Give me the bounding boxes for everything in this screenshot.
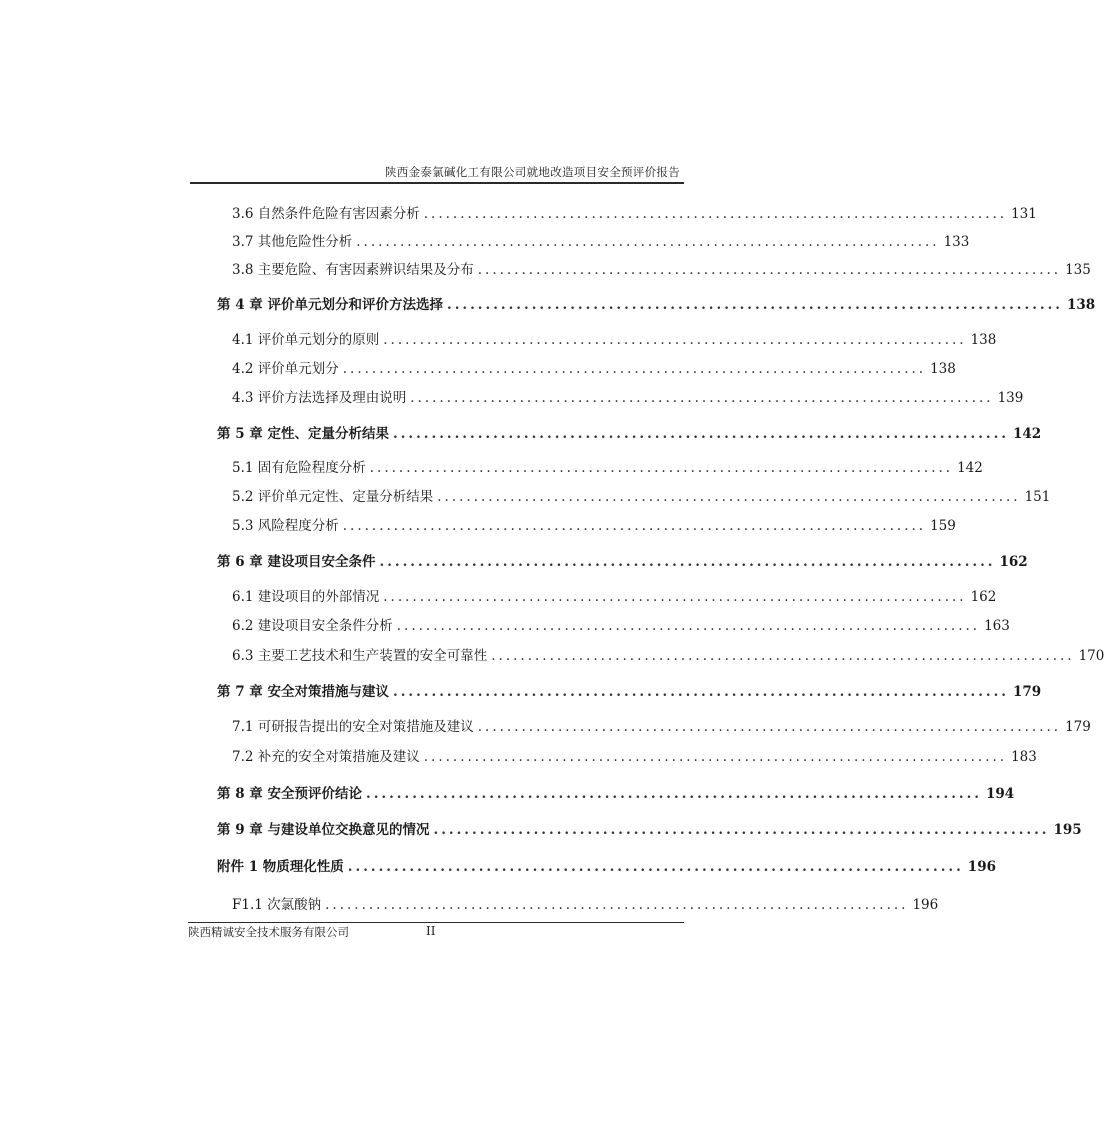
toc-entry-3-6[interactable]: [232, 203, 1037, 225]
toc-entry-page: 162: [970, 589, 997, 605]
toc-entry-6-2[interactable]: [232, 615, 1010, 637]
toc-entry-page: 135: [1065, 262, 1091, 278]
toc-entry-label: 4.2 评价单元划分: [232, 361, 339, 377]
toc-entry-page: 163: [984, 618, 1010, 634]
toc-entry-label: 3.7 其他危险性分析: [232, 234, 353, 250]
toc-entry-page: 194: [986, 786, 1015, 802]
toc-entry-label: 附件 1 物质理化性质: [217, 859, 344, 875]
toc-entry-f1-1[interactable]: [232, 894, 939, 916]
toc-entry-6-1[interactable]: [232, 586, 997, 608]
toc-entry-5-3[interactable]: [232, 515, 956, 537]
toc-entry-label: 第 9 章 与建设单位交换意见的情况: [217, 822, 430, 838]
footer-page-number: II: [426, 924, 436, 938]
leader-dots: ................................................................................: [423, 206, 1008, 222]
toc-entry-5-1[interactable]: [232, 457, 983, 479]
leader-dots: ................................................................................: [366, 786, 982, 802]
leader-dots: ................................................................................: [393, 684, 1009, 700]
toc-entry-page: 133: [943, 234, 970, 250]
toc-entry-label: 5.2 评价单元定性、定量分析结果: [232, 489, 434, 505]
toc-entry-page: 170: [1078, 648, 1104, 664]
toc-entry-label: 5.1 固有危险程度分析: [232, 460, 366, 476]
toc-entry-page: 179: [1065, 719, 1091, 735]
toc-entry-label: 第 5 章 定性、定量分析结果: [217, 426, 389, 442]
toc-entry-page: 139: [997, 390, 1024, 406]
toc-entry-page: 138: [930, 361, 956, 377]
toc-entry-label: 3.8 主要危险、有害因素辨识结果及分布: [232, 262, 474, 278]
toc-entry-page: 138: [1067, 297, 1096, 313]
leader-dots: ................................................................................: [356, 234, 940, 250]
toc-entry-page: 138: [970, 332, 997, 348]
toc-entry-label: 第 8 章 安全预评价结论: [217, 786, 362, 802]
leader-dots: ................................................................................: [325, 897, 909, 913]
toc-entry-label: 6.3 主要工艺技术和生产装置的安全可靠性: [232, 648, 488, 664]
leader-dots: ................................................................................: [433, 822, 1050, 838]
toc-entry-7-2[interactable]: [232, 746, 1037, 768]
toc-entry-label: 3.6 自然条件危险有害因素分析: [232, 206, 420, 222]
toc-chapter-8[interactable]: [217, 783, 1015, 805]
toc-entry-label: F1.1 次氯酸钠: [232, 897, 322, 913]
toc-entry-label: 7.1 可研报告提出的安全对策措施及建议: [232, 719, 474, 735]
leader-dots: ................................................................................: [383, 589, 967, 605]
toc-entry-page: 162: [999, 554, 1028, 570]
leader-dots: ................................................................................: [342, 518, 927, 534]
toc-entry-label: 5.3 风险程度分析: [232, 518, 339, 534]
toc-entry-label: 4.3 评价方法选择及理由说明: [232, 390, 407, 406]
leader-dots: ................................................................................: [379, 554, 996, 570]
toc-entry-6-3[interactable]: [232, 645, 1104, 667]
toc-entry-page: 142: [957, 460, 983, 476]
leader-dots: ................................................................................: [369, 460, 954, 476]
toc-appendix-1[interactable]: [217, 856, 996, 878]
toc-entry-label: 第 7 章 安全对策措施与建议: [217, 684, 389, 700]
toc-entry-label: 4.1 评价单元划分的原则: [232, 332, 380, 348]
toc-chapter-9[interactable]: [217, 819, 1082, 841]
toc-chapter-6[interactable]: [217, 551, 1028, 573]
leader-dots: ................................................................................: [383, 332, 967, 348]
leader-dots: ................................................................................: [393, 426, 1009, 442]
toc-entry-page: 131: [1011, 206, 1037, 222]
leader-dots: ................................................................................: [477, 719, 1062, 735]
leader-dots: ................................................................................: [410, 390, 994, 406]
leader-dots: ................................................................................: [342, 361, 927, 377]
toc-entry-label: 第 6 章 建设项目安全条件: [217, 554, 376, 570]
toc-entry-page: 159: [930, 518, 956, 534]
toc-entry-4-1[interactable]: [232, 329, 997, 351]
leader-dots: ................................................................................: [347, 859, 964, 875]
toc-entry-3-8[interactable]: [232, 259, 1091, 281]
toc-entry-label: 6.1 建设项目的外部情况: [232, 589, 380, 605]
toc-entry-4-3[interactable]: [232, 387, 1024, 409]
footer-company: 陕西精诚安全技术服务有限公司: [188, 925, 349, 939]
toc-entry-page: 151: [1024, 489, 1051, 505]
toc-chapter-4[interactable]: [217, 294, 1096, 316]
toc-entry-page: 142: [1013, 426, 1042, 442]
toc-chapter-5[interactable]: [217, 423, 1042, 445]
leader-dots: ................................................................................: [396, 618, 981, 634]
toc-entry-page: 183: [1011, 749, 1037, 765]
toc-entry-label: 7.2 补充的安全对策措施及建议: [232, 749, 420, 765]
leader-dots: ................................................................................: [437, 489, 1021, 505]
report-header-title: 陕西金泰氯碱化工有限公司就地改造项目安全预评价报告: [385, 165, 680, 179]
leader-dots: ................................................................................: [447, 297, 1063, 313]
footer-divider: [188, 922, 684, 923]
toc-entry-page: 196: [967, 859, 996, 875]
leader-dots: ................................................................................: [477, 262, 1062, 278]
toc-entry-page: 196: [912, 897, 939, 913]
leader-dots: ................................................................................: [491, 648, 1075, 664]
toc-entry-5-2[interactable]: [232, 486, 1051, 508]
toc-entry-label: 6.2 建设项目安全条件分析: [232, 618, 393, 634]
toc-entry-label: 第 4 章 评价单元划分和评价方法选择: [217, 297, 443, 313]
leader-dots: ................................................................................: [423, 749, 1008, 765]
toc-entry-page: 179: [1013, 684, 1042, 700]
toc-entry-page: 195: [1053, 822, 1082, 838]
toc-chapter-7[interactable]: [217, 681, 1042, 703]
toc-entry-7-1[interactable]: [232, 716, 1091, 738]
toc-entry-3-7[interactable]: [232, 231, 970, 253]
toc-entry-4-2[interactable]: [232, 358, 956, 380]
